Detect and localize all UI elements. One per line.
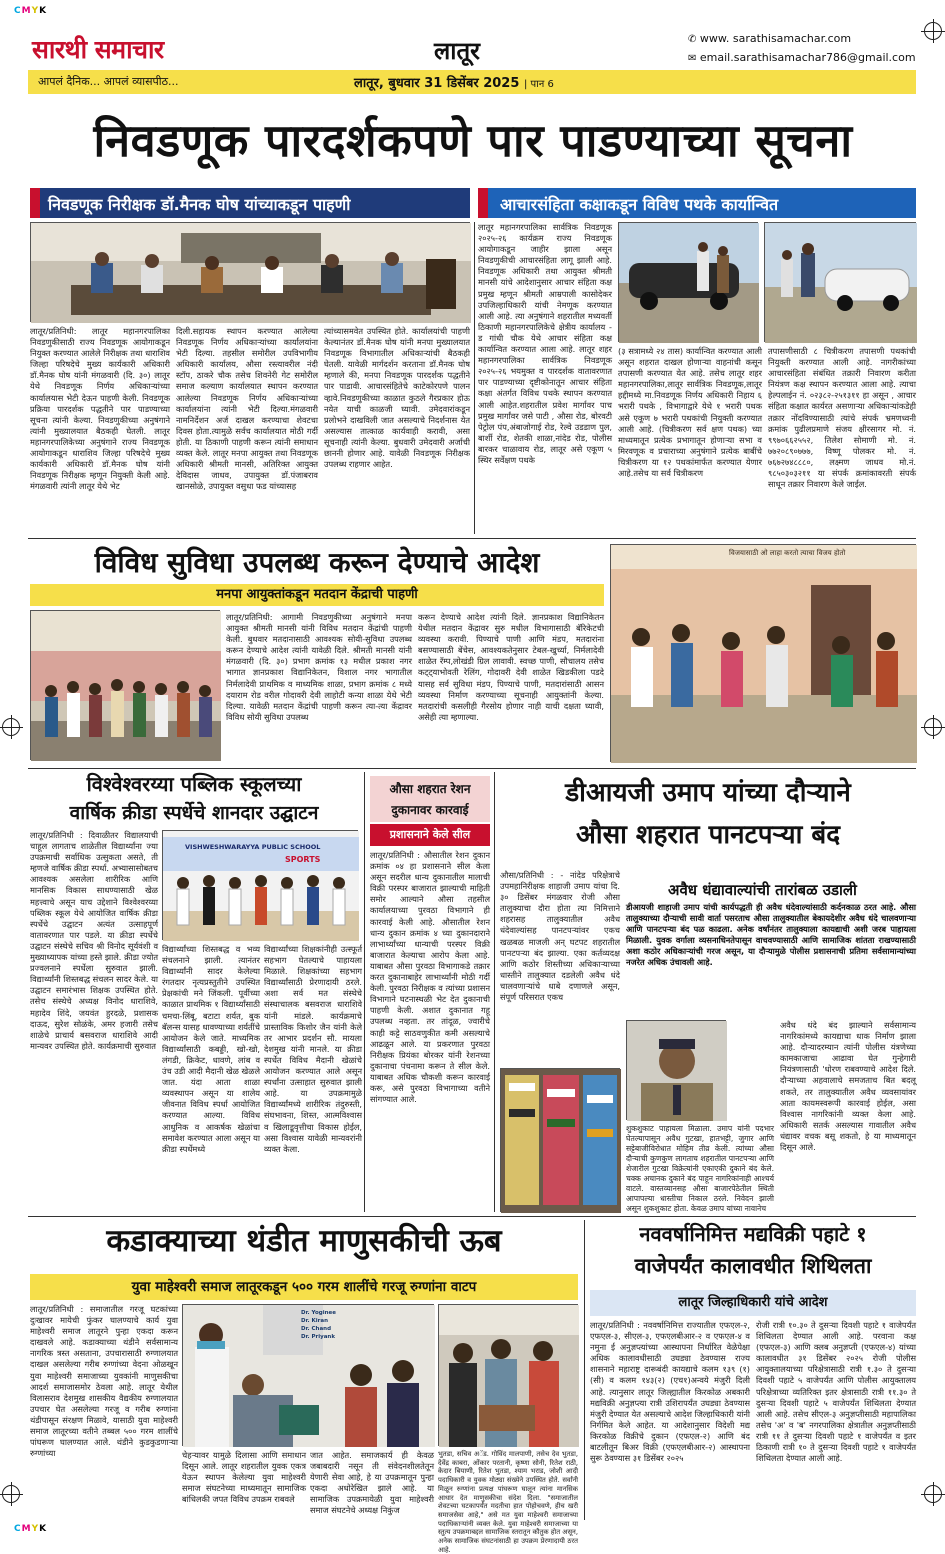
section-rule <box>28 768 916 769</box>
sports-col-2: विद्यार्थ्यांच्या शिस्तबद्ध व भव्य संचलनाने झाली. त्यानंतर विद्यार्थ्यांनी सादर केलेल्या रंगतदार नृत्यप्रस्तुतीने उपस्थित प्रेक्षकांची मने जिंकली. पूर्वीच्या काळात प्राथमिक १ विद्यार्थ्यांसाठी चमचा-लिंबू, बटाटा शर्यत, बुक बॅलन्स यासह धावण्याच्या शर्यतींचे आयोजन केले जाते. माध्यमिक विद्यार्थ्यांसाठी कबड्डी, खो-खो, लंगडी, क्रिकेट, धावणे, लांब व उंच उडी आदी मैदानी खेळ खेळले जात. यंदा आता शाळा व्यवस्थापन असून या शालेय जीवनात विविध स्पर्धा आयोजित करण्यात आल्या. विविध आधुनिक व आकर्षक खेळांचा समावेश करण्यात आला असून या क्रीडा स्पर्धेमध्ये <box>162 944 260 1154</box>
left-subhead-text: निवडणूक निरीक्षक डॉ.मैनक घोष यांच्याकडून पाहणी <box>48 195 351 214</box>
photo-vehicle-check-1 <box>618 222 758 342</box>
main-left-subhead <box>30 188 470 218</box>
ration-band: प्रशासनाने केले सील <box>370 824 490 846</box>
facilities-col-2: करून देण्याचे आदेश त्यांनी दिले. ज्ञानप्रकाश विद्यानिकेतन येथील मतदान केंद्रावर सुरु मधील विभागासाठी बॅरिकेटची व्यवस्था करावी. पिण्याचे पाणी आणि मंडप, मतदारांना बसण्यासाठी बेंचेस, आवश्यकतेनुसार टेबल-खुर्च्या, निर्मलादेवी शाळेत रॅम्प,लोखंडी ग्रिल लावावी. स्वच्छ पाणी, सौचालय तसेच कट्ट्याभोवती रेलिंग, गोदावरी देवी शाळेत खिडकीला पडदे यासह सर्व सुविधा मंडप, पिण्याचे पाणी, मतदारांसाठी आसन व्यवस्था निर्माण करण्याच्या सूचनाही आयुक्तांनी केल्या. मतदारांची कसलीही गैरसोय होणार नाही याची दक्षता घ्यावी, असेही त्या म्हणाल्या. <box>418 612 604 722</box>
date-text: लातूर, बुधवार 31 डिसेंबर 2025 <box>354 76 520 91</box>
main-right-col-2: (३ सत्रामध्ये २४ तास) कार्यान्वित करण्यात आली असून शहरात दाखल होणाऱ्या वाहनांची कसून तपासणी करण्यात येत आहे. तसेच लातूर शहर महानगरपालिका,लातूर सार्वत्रिक निवडणूक,लातूर हद्दीमध्ये मा.निवडणूक निर्णय अधिकारी निहाय ६ भरारी पथके , विभागाद्वारे येथे १ भरारी पथक असे एकूण ७ भरारी पथकांची नियुक्ती करण्यात आली आहे. (चित्रीकरण सर्व क्षण पथक) च्या माध्यमातून प्रत्येक प्रभागातून होणाऱ्या सभा व मिरवणूक व प्रचाराच्या अनुषंगाने प्रत्येक बाबींचे चित्रीकरण या १२ पथकांमार्फत करण्यात येणार आहे.तसेच या सर्व चित्रीकरण <box>618 346 762 479</box>
sports-col-1: लातूर/प्रतिनिधी : दिवाळीतर विद्यालयाची चाहूल लागताच शाळेतील विद्यार्थ्यांना ज्या उपक्रमाची सर्वाधिक उत्सुकता असते, ती म्हणजे वार्षिक क्रीडा स्पर्धा. अभ्यासासोबतच आवश्यक असलेला शारीरिक आणि मानसिक विकास साधण्यासाठी खेळ महत्त्वाचे असून याच उद्देशाने विश्वेश्वरय्या पब्लिक स्कूल येथे आयोजित वार्षिक क्रीडा स्पर्धेचे उद्घाटन अत्यंत उत्साहपूर्ण वातावरणात पार पडले. या क्रीडा स्पर्धेचे उद्घाटन संस्थेचे सचिव श्री विनोद सूर्यवंशी व मुख्याध्यापक यांच्या हस्ते झाले. क्रीडा ज्योत प्रज्वलनाने स्पर्धेला सुरुवात झाली. विद्यार्थ्यांनी शिस्तबद्ध संचलन सादर केले. या उद्घाटन समारंभास शिक्षक उपस्थित होते. तसेच संस्थेचे अध्यक्ष विनोद धाराशिवे, महादेव शिंदे, जयवंत हुरदळे, प्रशासक दाऊद, सुरेश सोळंके, अमर हजारी तसेच शाळेचे प्राचार्य बसवराज धाराशिवे आदी मान्यवर उपस्थित होते. कार्यक्रमाची सुरुवात <box>30 830 158 1051</box>
tagline-strip <box>28 70 916 94</box>
doctor-board-line: Dr. Yoginee <box>301 1310 336 1316</box>
blanket-group-drawing <box>439 1305 579 1447</box>
sports-col-3: विद्यार्थ्यांच्या शिक्षकांनीही उत्स्फूर्त सहभाग घेतल्याचे पाहायला मिळाले. शिक्षकांच्या सहभाग विद्यार्थ्यांसाठी प्रेरणादायी ठरले. अशा सर्व मत संस्थेचे संस्थाचालक बसवराज धाराशिवे यांनी मांडले. कार्यक्रमाचे प्रास्ताविक किशोर जैन यांनी केले तर आभार प्रदर्शन सौ. मायला देशमुख यांनी मानले. या क्रीडा स्पर्धेत विविध मैदानी खेळांचे आयोजन करण्यात आले असून स्पर्धांना उत्साहात सुरुवात झाली आहे. या उपक्रमामुळे विद्यार्थ्यांमध्ये शारीरिक तंदुरुस्ती, संघभावना, शिस्त, आत्मविश्वास व खिलाडूवृत्तीचा विकास होईल, असा विश्वास यावेळी मान्यवरांनी व्यक्त केला. <box>264 944 362 1154</box>
mail-icon: ✉ <box>688 53 697 64</box>
page-number: | पान 6 <box>523 79 554 90</box>
blanket-col-4: भुतडा, सचिव अॅड. गोविंद मालपाणी, तसेच देव भुतडा, देवेंद्र काबरा, ओंकार परतानी, कृष्णा सोनी, रितेश राठी, केदार बियाणी, रितेश भुतडा, श्याम भराड, जोशी आदी पदाधिकारी व युवक मोठ्या संख्येने उपस्थित होते. सर्वांनी मिळून रुग्णांना प्रत्यक्ष पांघरूण घालून त्यांना मानसिक आधार देत माणुसकीचा संदेश दिला. "समाजातील शेवटच्या घटकापर्यंत मदतीचा हात पोहोचवणे, हीच खरी समाजसेवा आहे," असे मत युवा माहेश्वरी समाजाच्या पदाधिकाऱ्यांनी व्यक्त केले. युवा माहेश्वरी समाजाच्या या स्तुत्य उपक्रमाबद्दल सामाजिक स्तरातून कौतुक होत असून, अनेक सामाजिक संघटनांसाठी हा उपक्रम प्रेरणादायी ठरत आहे. <box>438 1450 578 1554</box>
main-left-col-2: दिली.सहायक स्थापन करण्यात आलेल्या निवडणूक निर्णय अधिकाऱ्यांच्या कार्यालयांना भेटी दिल्या. तहसील समोरील उपविभागीय अधिकारी कार्यालय, औसा रस्त्यावरील नंदी स्टॉप, ठाकरे चौक तसेच शिवनेरी गेट समोरील समाज कल्याण कार्यालयात स्थापन करण्यात आलेल्या निवडणूक निर्णय अधिकाऱ्यांच्या कार्यालयांना त्यांनी भेटी दिल्या.मंगळवारी नामनिर्देशन अर्ज दाखल करण्याचा शेवटचा दिवस होता.त्यामुळे सर्वच कार्यालयात मोठी गर्दी होती. या ठिकाणी पाहणी करून त्यांनी समाधान व्यक्त केले. लातूर मनपा आयुक्त तथा निवडणूक अधिकारी श्रीमती मानसी, अतिरिक्त आयुक्त देविदास जाधव, उपायुक्त डॉ.पंजाबराव खानसोळे, उपायुक्त वसुधा फड यांच्यासह <box>176 326 318 492</box>
photo-dig-portrait <box>626 1020 726 1120</box>
main-headline: निवडणूक पारदर्शकपणे पार पाडण्याच्या सूचना <box>93 114 853 167</box>
blanket-col-1: लातूर/प्रतिनिधी : समाजातील गरजू घटकांच्या दुःखावर मायेची फुंकर घालण्याचे कार्य युवा माहेश्वरी समाज लातूरने पुन्हा एकदा करून दाखवले आहे. कडाक्याच्या थंडीने सर्वसामान्य नागरिक त्रस्त असताना, उपचारासाठी रुग्णालयात दाखल असलेल्या गरीब रुग्णांच्या वेदना ओळखून युवा माहेश्वरी समाजाच्या युवकांनी माणुसकीचा आदर्श समाजासमोर ठेवला आहे. लातूर येथील विलासराव देशमुख शासकीय वैद्यकीय रुग्णालयात उपचार घेत असलेल्या गरजू व गरीब रुग्णांना थंडीपासून संरक्षण मिळावे, यासाठी युवा माहेश्वरी समाज लातूरच्या वतीने तब्बल ५०० गरम शालींचे पांघरूण घालण्यात आले. थंडीने कुडकुडणाऱ्या रुग्णांच्या <box>30 1304 178 1459</box>
blanket-subhead: युवा माहेश्वरी समाज लातूरकडून ५०० गरम शालींचे गरजू रुग्णांना वाटप <box>30 1274 578 1300</box>
registration-mark-icon <box>924 1485 942 1503</box>
facilities-col-1: लातूर/प्रतिनिधी: आगामी निवडणुकीच्या अनुषंगाने मनपा आयुक्त श्रीमती मानसी यांनी विविध मतदान केंद्रांची पाहणी केली. बुधवार मतदानासाठी आवश्यक सोयी-सुविधा उपलब्ध करून देण्याचे आदेश त्यांनी यावेळी दिले. श्रीमती मानसी यांनी मंगळवारी (दि. ३०) प्रभाग क्रमांक १३ मधील प्रकाश नगर भागात ज्ञानप्रकाश विद्यानिकेतन, विशाल नगर भागातील निर्मलादेवी प्राथमिक व माध्यमिक शाळा, प्रभाग क्रमांक ८ मध्ये दयाराम रोड वरील गोदावरी देवी लाहोटी कन्या शाळा येथे भेटी दिल्या. यावेळी मतदान केंद्रांची पाहणी करून त्या-त्या केंद्रावर विविध सोयी सुविधा उपलब्ध <box>226 612 412 722</box>
vehicle-check-drawing <box>765 223 917 343</box>
dig-portrait-drawing <box>627 1021 727 1121</box>
cmyk-mark-top: CMYK <box>14 6 48 16</box>
column-rule <box>474 222 475 534</box>
facilities-headline: विविध सुविधा उपलब्ध करून देण्याचे आदेश <box>94 546 540 579</box>
ration-kicker-2: दुकानावर कारवाई <box>391 803 469 817</box>
blanket-col-3: जात आहेत. समाजकार्य ही केवळ जबाबदारी नसून ती संवेदनशीलतेतून येणारी सेवा आहे, हे या उपक्रमातून पुन्हा एकदा अधोरेखित झाले आहे. या सामाजिक उपक्रमायेळी युवा माहेश्वरी समाज संघटनेचे अध्यक्ष निकुंज <box>310 1450 434 1516</box>
section-rule <box>28 538 916 539</box>
dig-col-3: अवैध धंदे बंद झाल्याने सर्वसामान्य नागरिकांमध्ये कायद्याचा धाक निर्माण झाला आहे. दौऱ्यादरम्यान त्यांनी पोलीस यंत्रणेच्या कामकाजाचा आढावा घेत गुन्हेगारी नियंत्रणासाठी 'धोरण राबवण्याचे आदेश दिले. दौऱ्याच्या अहवालाचे समजताच बित बदलू शकते, तर तालुक्यातील अवैध व्यवसायांवर आता कायमस्वरूपी कारवाई होईल, असा विश्वास नागरिकांनी व्यक्त केला आहे. अधिकारी सतर्क असल्यास गावातील अवैध धंद्यावर वचक बसू शकतो, हे या माध्यमातून दिसून आले. <box>780 1020 916 1153</box>
main-left-col-1: लातूर/प्रतिनिधी: लातूर महानगरपालिका निवडणुकीसाठी राज्य निवडणूक आयोगाकडून नियुक्त करण्यात आलेले निरीक्षक तथा धाराशिव जिल्हा परिषदेचे मुख्य कार्यकारी अधिकारी डॉ.मैनक घोष यांनी मंगळवारी (दि. ३०) लातूर येथे निवडणूक निर्णय अधिकाऱ्यांच्या कार्यालयास भेटी देऊन पाहणी केली. निवडणूक प्रक्रिया पारदर्शक पद्धतीने पार पाडण्याच्या सूचना त्यांनी केल्या. निवडणुकीच्या अनुषंगाने त्यांनी मुख्यालयात बैठकही घेतली. लातूर महानगरपालिकेच्या अनुषंगाने राज्य निवडणूक आयोगाकडून धाराशिव जिल्हा परिषदेचे मुख्य कार्यकारी अधिकारी डॉ.मैनक घोष यांनी निवडणूक निरीक्षक म्हणून नियुक्ती केली आहे. मंगळवारी त्यांनी लातूर येथे भेट <box>30 326 170 492</box>
column-rule <box>494 772 495 1212</box>
brand-logo: सारथी समाचार <box>32 35 164 64</box>
polling-group-drawing <box>31 611 221 761</box>
email-line <box>688 51 916 64</box>
polling-station-drawing <box>611 545 917 763</box>
photo-blanket-distribution <box>182 1304 434 1446</box>
dig-subheadline: अवैध धंद्यावाल्यांची तारांबळ उडाली <box>668 881 857 899</box>
city-name: लातूर <box>434 37 480 65</box>
photo-closed-shops <box>500 1068 620 1212</box>
dig-headline-line1: डीआयजी उमाप यांच्या दौऱ्याने <box>565 778 851 808</box>
closed-shops-drawing <box>501 1069 621 1213</box>
wall-sign: विजयासाठी ओ लाहा करतो त्याचा विजय होतो <box>729 549 846 557</box>
registration-mark-icon <box>924 22 942 40</box>
dig-col-1: औसा/प्रतिनिधी : - नांदेड परिक्षेत्राचे उपमहानिरीक्षक शाहाजी उमाप यांचा दि. ३० डिसेंबर मंगळवार रोजी औसा तालुक्याचा दौरा होता त्या निमित्ताने शहरासह तालुक्यातील अवैध धंदेवाल्यांसह पानटपऱ्यांवर एकच खळबळ माजली अन् घटपट शहरातील पानटपऱ्या बंद झाल्या. एका कर्तव्यदक्ष आणि कठोर शिस्तीच्या अधिकाऱ्याच्या धास्तीने तालुक्यात दडलेली अवैध धंदे चालवणाऱ्यांचे धाबे दणाणले असून, संपूर्ण परिसरात एकच <box>500 870 620 1003</box>
masthead <box>28 24 916 98</box>
dig-intro: डीआयजी शाहाजी उमाप यांची कार्यपद्धती ही अवैध धंदेवाल्यांसाठी कर्दनकाळ ठरत आहे. औसा तालुक्याच्या दौऱ्याची सावी वार्ता पसरताच औसा तालुक्यातील बेकायदेशीर अवैध धंदे चालवणाऱ्या आणि पानटपऱ्या बंद पळ काढला. अनेक वर्षांनंतर तालुक्याला कायद्याची अशी जरब पाहायला मिळाली. युवक वर्गाला व्यसनाधिनतेपासून वाचवण्यासाठी आणि सामाजिक शांतता राखण्यासाठी अशा कठोर अधिकाऱ्यांची गरज असून, या दौऱ्यामुळे पोलीस प्रशासनाची प्रतिमा सर्वसामान्यांच्या नजरेत अधिक उंचावली आहे. <box>626 902 916 968</box>
section-rule <box>28 1216 916 1217</box>
photo-blanket-group <box>438 1304 578 1446</box>
doctor-board <box>301 1309 336 1341</box>
liquor-col-2: रोजी रात्री १०.३० ते दुसऱ्या दिवशी पहाटे १ वाजेपर्यंत शिथिलता देण्यात आली आहे. परवाना कक्ष (एफएल-३) आणि क्लब अनुज्ञप्ती (एफएल-४) यांच्या कालावधीत ३१ डिसेंबर २०२५ रोजी पोलीस आयुक्तालयाच्या परिक्षेत्रासाठी रात्री १.३० ते दुसऱ्या दिवशी पहाटे ५ वाजेपर्यंत आणि पोलीस आयुक्तालय परिक्षेत्राच्या व्यतिरिक्त इतर क्षेत्रासाठी रात्री ११.३० ते दुसऱ्या दिवशी पहाटे ५ वाजेपर्यंत शिथिलता देण्यात आली आहे. तसेच सीएल-३ अनुज्ञप्तीसाठी महापालिका तसेच 'अ' व 'ब' नगरपालिका क्षेत्रातील अनुज्ञप्तीसाठी रात्री ११ ते दुसऱ्या दिवशी पहाटे १ वाजेपर्यंत व इतर ठिकाणी रात्री १० ते दुसऱ्या दिवशी पहाटे १ वाजेपर्यंत शिथिलता देण्यात आली आहे. <box>756 1320 916 1464</box>
blanket-col-2: चेहऱ्यावर यामुळे दिलासा आणि समाधान दिसून आले. लातूर शहरातील युवक एकत्र येऊन स्थापन केलेल्या युवा माहेश्वरी समाज संघटनेच्या माध्यमातून सामाजिक बांधिलकी जपत विविध उपक्रम राबवले <box>182 1450 306 1505</box>
main-left-col-3: त्यांच्यासमवेत उपस्थित होते. कार्यालयांची पाहणी केल्यानंतर डॉ.मैनक घोष यांनी मनपा मुख्यालयात निवडणूक विभागातील अधिकाऱ्यांची बैठकही घेतली. यावेळी मार्गदर्शन करताना डॉ.मैनक घोष म्हणाले की, मनपा निवडणूक पारदर्शक पद्धतीने पार पाडावी. आचारसंहितेचे काटेकोरपणे पालन व्हावे.निवडणुकीच्या काळात कुठले गैरप्रकार होऊ नयेत याची काळजी घ्यावी. उमेदवारांकडून प्रलोभने दाखविली जात असल्याचे निदर्शनास येत असल्यास तात्काळ कार्यवाही करावी, असा सूचनाही त्यांनी केल्या. बुधवारी उमेदवारी अर्जाची छाननी होणार आहे. यावेळी निवडणूक निरीक्षक उपलब्ध राहणार आहेत. <box>324 326 470 470</box>
registration-mark-icon <box>2 718 20 736</box>
right-subhead-text: आचारसंहिता कक्षाकडून विविध पथके कार्यान्वित <box>500 195 779 214</box>
ration-kicker-1: औसा शहरात रेशन <box>389 782 471 796</box>
facilities-subhead: मनपा आयुक्तांकडून मतदान केंद्राची पाहणी <box>30 584 604 606</box>
liquor-headline-line2: वाजेपर्यंत कालावधीत शिथिलता <box>634 1254 872 1278</box>
band-accent <box>478 188 488 218</box>
photo-polling-station-visit <box>610 544 916 762</box>
cmyk-mark-bottom: CMYK <box>14 1524 48 1534</box>
ration-body: लातूर/प्रतिनिधी : औसातील रेशन दुकान क्रमांक ०४ हा प्रशासनाने सील केला असून सदरील धान्य दुकानातील मालाची विक्री परस्पर बाजारात झाल्याची माहिती समोर आल्याने औसा तहसील कार्यालयाच्या पुरवठा विभागाने ही कारवाई केली आहे. औसातील रेशन धान्य दुकान क्रमांक ४ च्या दुकानदाराने लाभार्थ्यांच्या धान्याची परस्पर विक्री बाजारात केल्याचा आरोप केला आहे. याबाबत औसा पुरवठा विभागाकडे तक्रार करत दुकानाबाहेर लाभार्थ्यांनी मोठी गर्दी केली. पुरवठा निरीक्षक व त्यांच्या प्रशासन विभागाने घटनास्थळी भेट देत दुकानाची पाहणी केली. अशात दुकानात गहू उपलब्ध नव्हता. तर तांदूळ, ज्वारीचे काही कट्टे साठवणुकीत कमी असल्याचे आढळून आले. या प्रकरणात पुरवठा निरीक्षक प्रियंका बोरकर यांनी रेशनच्या दुकानाचा पंचनामा करून ते सील केले. याबाबत अधिक चौकशी करून कारवाई करू, असे पुरवठा विभागाच्या वतीने सांगण्यात आले. <box>370 850 490 1105</box>
blanket-headline: कडाक्याच्या थंडीत माणुसकीची ऊब <box>106 1223 502 1259</box>
dig-col-2: शुकशुकाट पाहायला मिळाला. उमाप यांनी पदभार घेतल्यापासून अवैध गुटखा, हातभट्टी, जुगार आणि सट्टेबाजीविरोधात मोहिम तीव्र केली. त्यांच्या औसा दौऱ्याची कुणकुण लागताच शहरातील पानटपऱ्या आणि शेजारील गुटखा विक्रेत्यांनी एकाएकी दुकाने बंद केले. चक्क अचानक दुकाने बंद पाहून नागरिकांनाही आश्चर्य वाटले. वास्तव्यानसह औसा बाजारपेठेतील स्थिती आपापल्या धास्तीचा निकाल ठरले. निवेदन झाली असून शुकशुकाट होता. केवळ उमाप यांच्या नावानेच <box>626 1124 774 1213</box>
sports-headline-line1: विश्वेश्वरय्या पब्लिक स्कूलच्या <box>86 772 302 796</box>
liquor-headline-line1: नववर्षानिमित्त मद्यविक्री पहाटे १ <box>639 1222 867 1246</box>
sports-headline-line2: वार्षिक क्रीडा स्पर्धेचे शानदार उद्घाटन <box>69 802 319 824</box>
phone-icon: ✆ <box>688 34 697 45</box>
meeting-photo-drawing <box>31 223 471 323</box>
registration-mark-icon <box>2 1485 20 1503</box>
doctor-board-line: Dr. Kiran <box>301 1318 328 1324</box>
liquor-col-1: लातूर/प्रतिनिधी : नववर्षानिमित्त राज्यातील एफएल-२, एफएल-३, सीएल-३, एफएलबीआर-२ व एफएल-४ व नमुना ई अनुज्ञप्त्यांच्या आस्थापना निर्धारित वेळेपेक्षा अधिक कालावधीसाठी उघड्या ठेवण्यास राज्य शासनाने महाराष्ट्र दारूबंदी कायद्याचे कलम १३९ (१) (सी) व कलम १४३(२) (एच१)अन्वये मंजुरी दिली आहे. त्यानुसार लातूर जिल्ह्यातील किरकोळ अबकारी मद्यविक्री अनुज्ञप्त्या रात्री उशिरापर्यंत उघड्या ठेवण्यास मंजुरी देण्यात येत असल्याचे आदेश जिल्हाधिकारी यांनी निर्गमित केले आहेत. या आदेशानुसार विदेशी मद्य किरकोळ विक्रीचे दुकान (एफएल-२) आणि बंद बाटलीतून बिअर विक्री (एफएलबीआर-२) आस्थापना सुरू ठेवण्यास ३१ डिसेंबर २०२५ <box>590 1320 750 1464</box>
vehicle-check-drawing <box>619 223 759 343</box>
photo-vehicle-check-2 <box>764 222 916 342</box>
tagline: आपलं दैनिक... आपलं व्यासपीठ... <box>38 75 179 88</box>
sports-banner-sub: SPORTS <box>285 855 321 864</box>
website-line <box>688 32 851 45</box>
column-rule <box>584 1220 585 1520</box>
column-rule <box>364 772 365 1212</box>
liquor-subhead: लातूर जिल्हाधिकारी यांचे आदेश <box>590 1290 916 1316</box>
photo-meeting <box>30 222 470 322</box>
main-right-col-1: लातूर महानगरपालिका सार्वत्रिक निवडणूक २०२५-२६ कार्यक्रम राज्य निवडणूक आयोगाकडून जाहीर झाला असून निवडणुकीची आचारसंहिता लागू झाली आहे. निवडणूक अधिकारी तथा आयुक्त श्रीमती मानसी यांचे आदेशानुसार आचार संहिता कक्ष प्रमुख म्हणून श्रीमती आम्रपाली कासोदेकर उपजिल्हाधिकारी यांची नेमणूक करण्यात आली आहे. त्या अनुषंगाने शहरातील मध्यवर्ती ठिकाणी महानगरपालिकेचे क्षेत्रीय कार्यालय - ड गांधी चौक येथे आचार संहिता कक्ष कार्यान्वित करण्यात आला आहे. लातूर शहर महानगरपालिका सार्वत्रिक निवडणूक २०२५-२६ भयमुक्त व पारदर्शक वातावरणात पार पाडण्याच्या दृष्टीकोनातून आचार संहिता कक्षा अंतर्गत विविध पथके स्थापन करण्यात आली आहेत.शहरातील प्रवेश मार्गावर पाच प्रमुख मार्गांवर जसे पाटी , औसा रोड, बोरवटी पेट्रोल पंप,अंबाजोगाई रोड, रेल्वे उडडाण पुल, बार्शी रोड, शेतकी शाळा,नांदेड रोड, पोलीस बारकर चाळावाय रोड, लातूर असे एकूण ५ स्थिर सर्वेक्षण पथके <box>478 222 612 465</box>
photo-polling-inspection-group <box>30 610 220 760</box>
main-right-subhead <box>478 188 916 218</box>
registration-mark-icon <box>924 718 942 736</box>
dig-headline-line2: औसा शहरात पानटपऱ्या बंद <box>575 820 841 850</box>
website-text[interactable]: www. sarathisamachar.com <box>699 32 852 45</box>
date-line <box>354 73 554 91</box>
email-text[interactable]: email.sarathisamachar786@gmail.com <box>699 51 916 64</box>
main-right-col-3: तपासणीसाठी ८ चित्रीकरण तपासणी पथकांची नियुक्ती करण्यात आली आहे. नागरीकांच्या आचारसंहिता संबंधित तक्रारी निवारण करीता नियंत्रण कक्ष स्थापन करण्यात आला आहे. त्याचा हेल्पलाईन नं. ०२३८२-२५१३११ हा असून , आचार संहिता कक्षात कार्यरत असणाऱ्या अधिकाऱ्यांकडेही तक्रार नोंदविण्यासाठी त्यांचे संपर्क भ्रमणध्वनी क्रमांक पुढीलप्रमाणे संजय क्षीरसागर मो. नं. ९९७०६६२५५२, तिलेश सोमाणी मो. नं. ७७२०८९०७७७, विष्णू पोलकर मो. नं. ७६७२७४८८८०, लक्ष्मण जाधव मो.नं. ९८५०३०३२११ या संपर्क क्रमांकावरती संपर्क साधून तक्रार निवारण केले जाईल. <box>768 346 916 490</box>
sports-banner-text: VISHWESHWARAYYA PUBLIC SCHOOL <box>185 843 321 851</box>
band-accent <box>30 188 40 218</box>
doctor-board-line: Dr. Priyank <box>301 1334 335 1340</box>
photo-sports-inauguration <box>162 830 358 940</box>
doctor-board-line: Dr. Chand <box>301 1326 332 1332</box>
ration-kicker-box <box>370 776 490 822</box>
